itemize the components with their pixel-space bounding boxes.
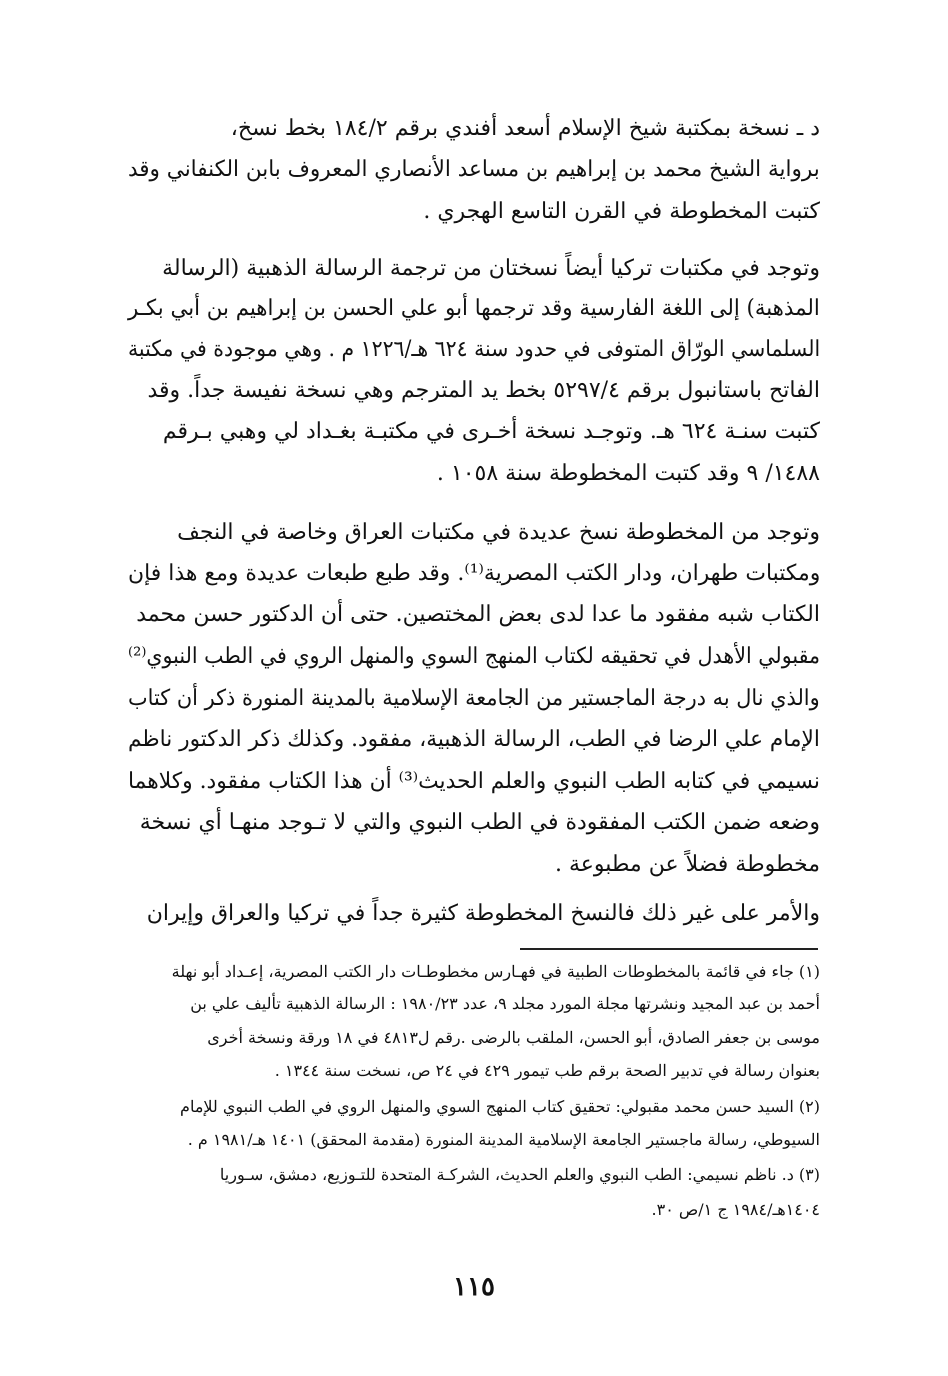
text-line: والذي نال به درجة الماجستير من الجامعة الإسلامية بالمدينة المنورة ذكر أن كتاب (128, 686, 820, 711)
text-line: مخطوطة فضلاً عن مطبوعة . (554, 852, 820, 877)
text-line: الفاتح باستانبول برقم ٥٢٩٧/٤ بخط يد المترجم وهي نسخة نفيسة جداً. وقد (147, 378, 820, 403)
footnote-line: (٣) د. ناظم نسيمي: الطب النبوي والعلم الحديث، الشركـة المتحدة للتـوزيع، دمشق، سـوريا (219, 1165, 820, 1184)
text-line: السلماسي الورّاق المتوفى في حدود سنة ٦٢٤ هـ/١٢٢٦ م . وهي موجودة في مكتبة (127, 337, 820, 362)
text-line: د ـ نسخة بمكتبة شيخ الإسلام أسعد أفندي برقم ١٨٤/٢ بخط نسخ، (230, 116, 820, 141)
text-line: كتبت سنـة ٦٢٤ هـ. وتوجـد نسخة أخـرى في مكتبـة بغـداد لي وهبي بـرقم (162, 419, 820, 444)
footnote-line: (٢) السيد حسن محمد مقبولي: تحقيق كتاب المنهج السوي والمنهل الروي في الطب النبوي للإمام (180, 1097, 820, 1116)
footnote-line: موسى بن جعفر الصادق، أبو الحسن، الملقب بالرضى .رقم ل٤٨١٣ في ١٨ ورقة ونسخة أخرى (207, 1028, 820, 1047)
text-line: الإمام علي الرضا في الطب، الرسالة الذهبية، مفقود. وكذلك ذكر الدكتور ناظم (128, 727, 820, 752)
footnote-line: السيوطي، رسالة ماجستير الجامعة الإسلامية المدينة المنورة (مقدمة المحقق) ١٤٠١ هـ/١٩٨١ م . (187, 1130, 820, 1149)
text-line: نسيمي في كتابه الطب النبوي والعلم الحديث⁽³⁾ أن هذا الكتاب مفقود. وكلاهما (127, 769, 820, 794)
text-line: وضعه ضمن الكتب المفقودة في الطب النبوي والتي لا تـوجد منهـا أي نسخة (139, 810, 820, 835)
text-line: برواية الشيخ محمد بن إبراهيم بن مساعد الأنصاري المعروف بابن الكنفاني وقد (128, 157, 820, 182)
footnote-line: (١) جاء في قائمة بالمخطوطات الطبية في فهـارس مخطوطـات دار الكتب المصرية، إعـداد أبو نهلة (171, 962, 820, 981)
text-line: وتوجد في مكتبات تركيا أيضاً نسختان من ترجمة الرسالة الذهبية (الرسالة (162, 256, 820, 281)
page-number: ١١٥ (453, 1272, 495, 1302)
footnote-line: ١٤٠٤هـ/١٩٨٤ ج ١/ص ٣٠. (651, 1200, 820, 1219)
footnote-line: بعنوان رسالة في تدبير الصحة برقم طب تيمور ٤٢٩ في ٢٤ ص، نسخت سنة ١٣٤٤ . (274, 1061, 820, 1080)
footnote-line: أحمد بن عبد المجيد ونشرتها مجلة المورد مجلد ٩، عدد ١٩٨٠/٢٣ : الرسالة الذهبية تأليف علي بن (190, 994, 820, 1013)
text-line: كتبت المخطوطة في القرن التاسع الهجري . (423, 199, 820, 224)
footnote-separator (520, 948, 818, 950)
text-line: وتوجد من المخطوطة نسخ عديدة في مكتبات العراق وخاصة في النجف (177, 520, 820, 545)
text-line: ١٤٨٨/ ٩ وقد كتبت المخطوطة سنة ١٠٥٨ . (436, 461, 820, 486)
text-line: ومكتبات طهران، ودار الكتب المصرية⁽¹⁾. وقد طبع طبعات عديدة ومع هذا فإن (127, 561, 820, 586)
text-line: والأمر على غير ذلك فالنسخ المخطوطة كثيرة جداً في تركيا والعراق وإيران (146, 901, 820, 926)
text-line: المذهبة) إلى اللغة الفارسية وقد ترجمها أبو علي الحسن بن إبراهيم بن أبي بكـر (128, 296, 820, 321)
text-line: مقبولي الأهدل في تحقيقه لكتاب المنهج السوي والمنهل الروي في الطب النبوي⁽²⁾ (127, 644, 821, 669)
text-line: الكتاب شبه مفقود ما عدا لدى بعض المختصين. حتى أن الدكتور حسن محمد (136, 602, 820, 627)
